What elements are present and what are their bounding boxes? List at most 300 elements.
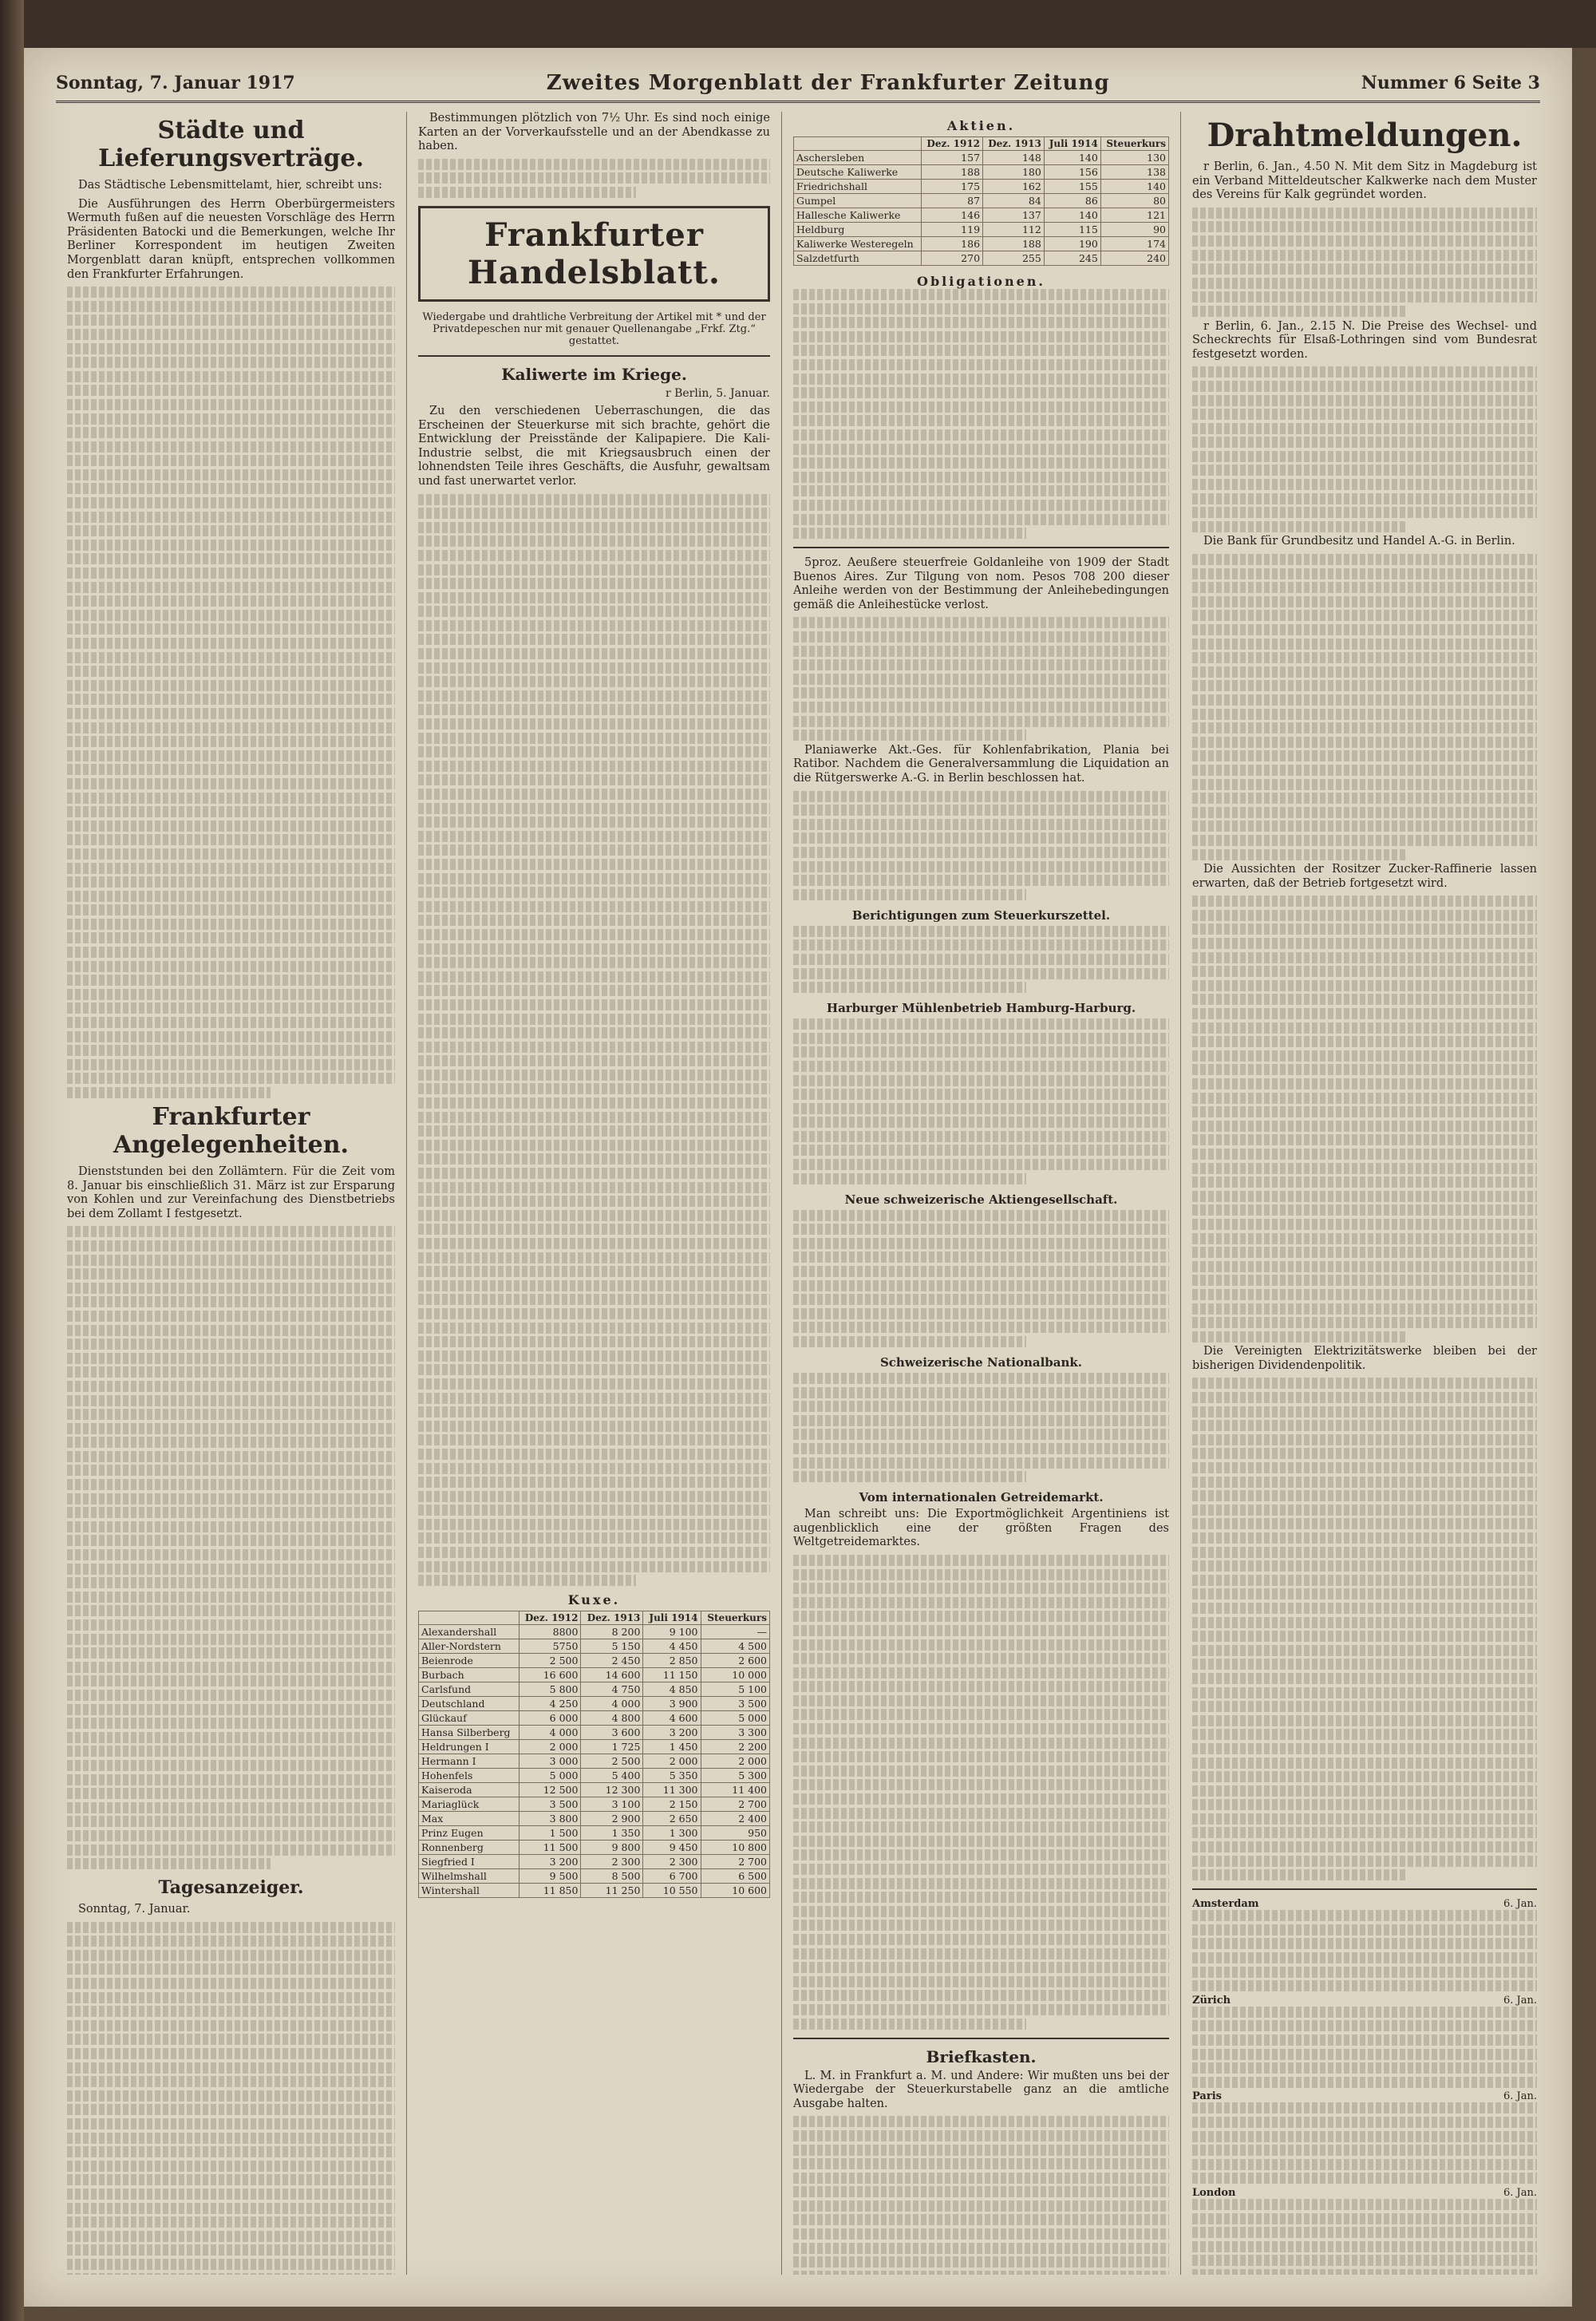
text-line [1192, 2117, 1537, 2128]
table-cell: 11 850 [519, 1884, 581, 1898]
table-cell: 137 [983, 208, 1045, 223]
text-line [67, 2133, 395, 2144]
text-line [793, 1145, 1169, 1156]
table-title-obligationen: Obligationen. [917, 274, 1045, 289]
subheading: Neue schweizerische Aktiengesellschaft. [844, 1192, 1118, 1207]
text-line [793, 514, 1169, 525]
table-cell: Glückauf [419, 1711, 519, 1726]
text-line [1192, 507, 1537, 518]
table-cell: Beienrode [419, 1654, 519, 1668]
text-line [793, 1878, 1169, 1889]
text-line [1192, 1420, 1537, 1431]
text-line [67, 287, 395, 298]
text-line [793, 1597, 1169, 1608]
market-figures [1192, 2102, 1537, 2184]
table-cell: 119 [922, 223, 983, 237]
text-line [1192, 1659, 1537, 1670]
text-line [1192, 1406, 1537, 1418]
text-line [1192, 2131, 1537, 2142]
text-line [1192, 582, 1537, 593]
text-line [1192, 1022, 1537, 1034]
table-header-cell [419, 1611, 519, 1625]
text-line [418, 1350, 770, 1362]
table-cell: 140 [1100, 180, 1168, 194]
table-header-cell: Dez. 1912 [922, 137, 983, 151]
text-line [67, 301, 395, 312]
body-text-block [1192, 896, 1537, 1342]
table-cell: — [701, 1625, 769, 1639]
table-cell: Hohenfels [419, 1769, 519, 1783]
text-line [1192, 1303, 1537, 1315]
market-report [1192, 2090, 1537, 2102]
text-line [793, 1555, 1169, 1566]
text-line [418, 1224, 770, 1235]
market-figures [1192, 2199, 1537, 2275]
text-line [67, 1760, 395, 1771]
table-cell: Hallesche Kaliwerke [794, 208, 922, 223]
text-line [1192, 2199, 1537, 2210]
subheading: Vom internationalen Getreidemarkt. [859, 1490, 1104, 1505]
table-cell: 10 550 [643, 1884, 701, 1898]
text-line [418, 887, 770, 898]
text-line [67, 1353, 395, 1364]
text-line [418, 172, 770, 184]
text-line [1192, 2102, 1537, 2113]
table-cell: 84 [983, 194, 1045, 208]
text-line [793, 1639, 1169, 1651]
text-line [793, 1429, 1169, 1440]
text-line [1192, 235, 1537, 247]
text-line [67, 778, 395, 789]
text-line [67, 1746, 395, 1757]
text-line [793, 1210, 1169, 1221]
text-line [67, 357, 395, 368]
text-line [418, 606, 770, 617]
table-cell: 157 [922, 151, 983, 165]
table-cell: 2 900 [581, 1812, 643, 1826]
text-line [1192, 596, 1537, 607]
text-line [1192, 1588, 1537, 1599]
table-cell: 3 200 [643, 1726, 701, 1740]
article-paragraph: Die Aussichten der Rositzer Zucker-Raffinerie lassen erwarten, daß der Betrieb fortgesetzt wird. [1192, 863, 1537, 890]
text-line [793, 1990, 1169, 2001]
text-line [793, 1251, 1169, 1263]
text-line [1192, 1910, 1537, 1921]
table-header-cell: Juli 1914 [643, 1611, 701, 1625]
table-row [419, 1884, 770, 1898]
text-line [67, 1704, 395, 1715]
table-cell: 11 250 [581, 1884, 643, 1898]
table-cell: 11 500 [519, 1841, 581, 1855]
text-line [793, 1681, 1169, 1692]
text-line [418, 536, 770, 547]
text-line [1192, 1631, 1537, 1642]
table-cell: 3 300 [701, 1726, 769, 1740]
text-line [1192, 1392, 1537, 1403]
text-line [793, 702, 1169, 713]
text-line [67, 2161, 395, 2172]
table-row [419, 1625, 770, 1639]
article-paragraph: 5proz. Aeußere steuerfreie Goldanleihe von 1909 der Stadt Buenos Aires. Zur Tilgung von nom. Pesos 708 200 dieser Anleihe werden von der Bestimmung der Anleihebedingungen gemäß die Anleihestücke verlost. [793, 556, 1169, 611]
table-row [794, 165, 1169, 180]
table-row [794, 237, 1169, 251]
text-line [418, 1308, 770, 1319]
table-cell: 10 800 [701, 1841, 769, 1855]
section-title-drahtmeldungen: Drahtmeldungen. [1207, 117, 1523, 154]
text-line [793, 1457, 1169, 1469]
body-text-block [418, 159, 770, 198]
text-line [793, 1336, 1026, 1347]
table-cell: 4 000 [519, 1726, 581, 1740]
text-line [67, 1591, 395, 1603]
table-cell: 5 350 [643, 1769, 701, 1783]
text-line [793, 444, 1169, 455]
table-cell: 5 000 [519, 1769, 581, 1783]
table-cell: 115 [1044, 223, 1100, 237]
text-line [67, 891, 395, 902]
table-cell: Max [419, 1812, 519, 1826]
table-cell: 90 [1100, 223, 1168, 237]
text-line [793, 954, 1169, 965]
table-row [794, 180, 1169, 194]
table-row [419, 1668, 770, 1682]
article-paragraph: Sonntag, 7. Januar. [78, 1903, 191, 1916]
text-line [1192, 952, 1537, 963]
body-text-block [418, 494, 770, 1587]
text-line [1192, 451, 1537, 462]
market-label: Amsterdam [1192, 1898, 1259, 1911]
text-line [793, 1836, 1169, 1847]
section-title-briefkasten: Briefkasten. [926, 2046, 1037, 2066]
text-line [418, 1112, 770, 1123]
table-cell: 80 [1100, 194, 1168, 208]
table-row [419, 1639, 770, 1654]
page-header [56, 65, 1540, 103]
text-line [1192, 1477, 1537, 1488]
table-cell: Heldburg [794, 223, 922, 237]
text-line [793, 1920, 1169, 1931]
text-line [418, 648, 770, 659]
text-line [793, 317, 1169, 328]
text-line [67, 1296, 395, 1307]
text-line [793, 500, 1169, 511]
table-cell: 180 [983, 165, 1045, 180]
text-line [793, 1046, 1169, 1058]
table-cell: 188 [983, 237, 1045, 251]
text-line [793, 819, 1169, 830]
text-line [1192, 639, 1537, 650]
text-line [67, 1963, 395, 1975]
article-paragraph: r Berlin, 6. Jan., 4.50 N. Mit dem Sitz in Magdeburg ist ein Verband Mitteldeutscher Kalkwerke nach dem Muster des Vereins für Kalk gegründet worden. [1192, 160, 1537, 202]
table-row [794, 223, 1169, 237]
masthead-notice: Wiedergabe und drahtliche Verbreitung der Artikel mit * und der Privatdepeschen nur mit genauer Quellenangabe „Frkf. Ztg.“ gestattet. [422, 310, 766, 347]
text-line [67, 876, 395, 888]
text-line [793, 805, 1169, 816]
market-report [1192, 1898, 1537, 1910]
text-line [1192, 1106, 1537, 1117]
text-line [1192, 994, 1537, 1005]
text-line [793, 1173, 1026, 1184]
text-line [67, 1325, 395, 1336]
text-line [793, 387, 1169, 398]
text-line [1192, 1518, 1537, 1529]
text-line [418, 789, 770, 800]
table-cell: 16 600 [519, 1668, 581, 1682]
text-line [67, 1002, 395, 1014]
text-line [793, 1583, 1169, 1594]
text-line [1192, 666, 1537, 678]
text-line [793, 1443, 1169, 1454]
text-line [1192, 820, 1537, 832]
text-line [793, 289, 1169, 300]
text-line [418, 1182, 770, 1193]
newspaper-page [24, 48, 1572, 2307]
table-cell: 2 000 [643, 1754, 701, 1769]
text-line [67, 666, 395, 677]
text-line [1192, 793, 1537, 804]
text-line [1192, 1233, 1537, 1244]
table-cell: Ronnenberg [419, 1841, 519, 1855]
text-line [1192, 2020, 1537, 2031]
text-line [1192, 1036, 1537, 1047]
market-report [1192, 1995, 1537, 2007]
text-line [418, 1421, 770, 1432]
market-label: Zürich [1192, 1994, 1231, 2007]
text-line [418, 662, 770, 674]
market-date: 6. Jan. [1503, 2186, 1537, 2199]
table-row [794, 251, 1169, 266]
text-line [1192, 1701, 1537, 1712]
text-line [1192, 910, 1537, 921]
body-text-block [1192, 1378, 1537, 1880]
table-cell: 2 500 [581, 1754, 643, 1769]
text-line [1192, 722, 1537, 733]
text-line [418, 844, 770, 856]
text-line [67, 2231, 395, 2242]
text-line [418, 943, 770, 955]
text-line [418, 1504, 770, 1516]
text-line [67, 989, 395, 1000]
table-cell: 146 [922, 208, 983, 223]
text-line [793, 617, 1169, 628]
table-cell: Friedrichshall [794, 180, 922, 194]
text-line [67, 1226, 395, 1237]
text-line [67, 1549, 395, 1560]
text-line [67, 975, 395, 986]
text-line [1192, 1261, 1537, 1272]
header-page-number: Nummer 6 Seite 3 [1361, 73, 1540, 93]
text-line [67, 694, 395, 705]
bank-statement [793, 1373, 1169, 1482]
text-line [793, 1322, 1169, 1333]
text-line [1192, 465, 1537, 476]
text-line [67, 1732, 395, 1743]
table-cell: Salzdetfurth [794, 251, 922, 266]
text-line [793, 2214, 1169, 2225]
table-cell: 8 200 [581, 1625, 643, 1639]
text-line [793, 730, 1026, 741]
text-line [1192, 765, 1537, 776]
text-line [793, 1224, 1169, 1235]
text-line [418, 592, 770, 603]
text-line [67, 1451, 395, 1462]
table-cell: Prinz Eugen [419, 1826, 519, 1841]
text-line [793, 1373, 1169, 1384]
table-cell: 11 150 [643, 1668, 701, 1682]
text-line [1192, 493, 1537, 504]
text-line [793, 832, 1169, 844]
text-line [67, 1493, 395, 1504]
text-line [67, 793, 395, 804]
text-line [67, 1409, 395, 1420]
table-title-kuxe: Kuxe. [567, 1592, 621, 1608]
table-cell: Burbach [419, 1668, 519, 1682]
text-line [418, 985, 770, 996]
text-line [418, 1280, 770, 1291]
text-line [1192, 1191, 1537, 1202]
scan-top-shade [0, 0, 1596, 48]
text-line [1192, 1813, 1537, 1825]
table-row [419, 1754, 770, 1769]
text-line [418, 873, 770, 884]
text-line [418, 1294, 770, 1305]
text-line [67, 1647, 395, 1659]
table-cell: 5 400 [581, 1769, 643, 1783]
text-line [793, 345, 1169, 356]
text-line [1192, 1078, 1537, 1089]
text-line [67, 638, 395, 649]
text-line [67, 525, 395, 536]
text-line [1192, 1729, 1537, 1740]
text-line [793, 674, 1169, 685]
table-cell: 5 000 [701, 1711, 769, 1726]
text-line [793, 2145, 1169, 2156]
table-cell: 12 500 [519, 1783, 581, 1797]
text-line [1192, 2241, 1537, 2252]
text-line [793, 2228, 1169, 2240]
table-header-cell: Dez. 1912 [519, 1611, 581, 1625]
table-cell: 5 800 [519, 1682, 581, 1697]
text-line [67, 1675, 395, 1686]
text-line [418, 1097, 770, 1109]
text-line [1192, 849, 1406, 860]
text-line [418, 1070, 770, 1081]
text-line [67, 652, 395, 663]
text-line [1192, 1448, 1537, 1459]
text-line [793, 472, 1169, 483]
text-line [67, 806, 395, 817]
body-text-block [793, 926, 1169, 993]
text-line [67, 2203, 395, 2214]
text-line [1192, 1434, 1537, 1445]
text-line [418, 620, 770, 631]
text-line [793, 2158, 1169, 2169]
text-line [1192, 1219, 1537, 1230]
body-text-block [1192, 554, 1537, 860]
text-line [67, 904, 395, 915]
text-line [1192, 1869, 1406, 1880]
text-line [793, 429, 1169, 441]
text-line [418, 1055, 770, 1066]
text-line [67, 343, 395, 354]
table-cell: 2 700 [701, 1797, 769, 1812]
table-cell: 3 800 [519, 1812, 581, 1826]
text-line [67, 1073, 395, 1084]
table-cell: 1 500 [519, 1826, 581, 1841]
text-line [67, 1437, 395, 1448]
text-line [793, 2243, 1169, 2254]
text-line [418, 1083, 770, 1094]
text-line [1192, 1331, 1406, 1342]
text-line [1192, 1952, 1537, 1963]
text-line [1192, 1547, 1537, 1558]
table-cell: 2 850 [643, 1654, 701, 1668]
text-line [793, 2004, 1169, 2015]
text-line [418, 1042, 770, 1053]
text-line [67, 1634, 395, 1645]
text-line [1192, 1743, 1537, 1754]
text-line [67, 1059, 395, 1070]
text-line [67, 961, 395, 972]
text-line [793, 1779, 1169, 1790]
table-cell: 3 100 [581, 1797, 643, 1812]
text-line [793, 1471, 1026, 1482]
body-text-block [67, 1922, 395, 2275]
body-text-block [1192, 366, 1537, 532]
text-line [793, 303, 1169, 314]
article-paragraph: L. M. in Frankfurt a. M. und Andere: Wir mußten uns bei der Wiedergabe der Steuerkurstabelle ganz an die amtliche Ausgabe halten. [793, 2069, 1169, 2110]
table-row [419, 1769, 770, 1783]
handelsblatt-masthead: Frankfurter Handelsblatt. [418, 206, 770, 302]
text-line [67, 2146, 395, 2157]
text-line [418, 1519, 770, 1530]
table-cell: 10 000 [701, 1668, 769, 1682]
text-line [67, 820, 395, 832]
text-line [1192, 1603, 1537, 1614]
text-line [418, 1561, 770, 1572]
article-paragraph: Dienststunden bei den Zollämtern. Für die Zeit vom 8. Januar bis einschließlich 31. März ist zur Ersparung von Kohlen und zur Vereinfachung des Dienstbetriebs bei dem Zollamt I festgesetzt. [67, 1165, 395, 1220]
section-title-tagesanzeiger: Tagesanzeiger. [158, 1877, 304, 1899]
text-line [1192, 737, 1537, 748]
text-line [67, 848, 395, 860]
text-line [793, 1401, 1169, 1412]
market-label: Paris [1192, 2090, 1222, 2103]
text-line [1192, 1980, 1537, 1991]
aktien-table [793, 136, 1169, 266]
table-cell: 270 [922, 251, 983, 266]
table-cell: 2 700 [701, 1855, 769, 1869]
text-line [1192, 966, 1537, 977]
market-reports [1192, 1898, 1537, 2275]
text-line [67, 1311, 395, 1322]
table-cell: 155 [1044, 180, 1100, 194]
table-cell: Kaliwerke Westeregeln [794, 237, 922, 251]
column-3 [782, 112, 1181, 2275]
text-line [1192, 479, 1537, 490]
text-line [67, 1268, 395, 1279]
body-text-block [793, 1555, 1169, 2030]
text-line [793, 1266, 1169, 1277]
text-line [1192, 2062, 1537, 2074]
text-line [67, 2216, 395, 2228]
text-line [1192, 1617, 1537, 1628]
text-line [67, 497, 395, 508]
table-cell: 9 450 [643, 1841, 701, 1855]
text-line [793, 415, 1169, 426]
table-cell: 2 000 [701, 1754, 769, 1769]
text-line [793, 1948, 1169, 1959]
text-line [67, 441, 395, 453]
